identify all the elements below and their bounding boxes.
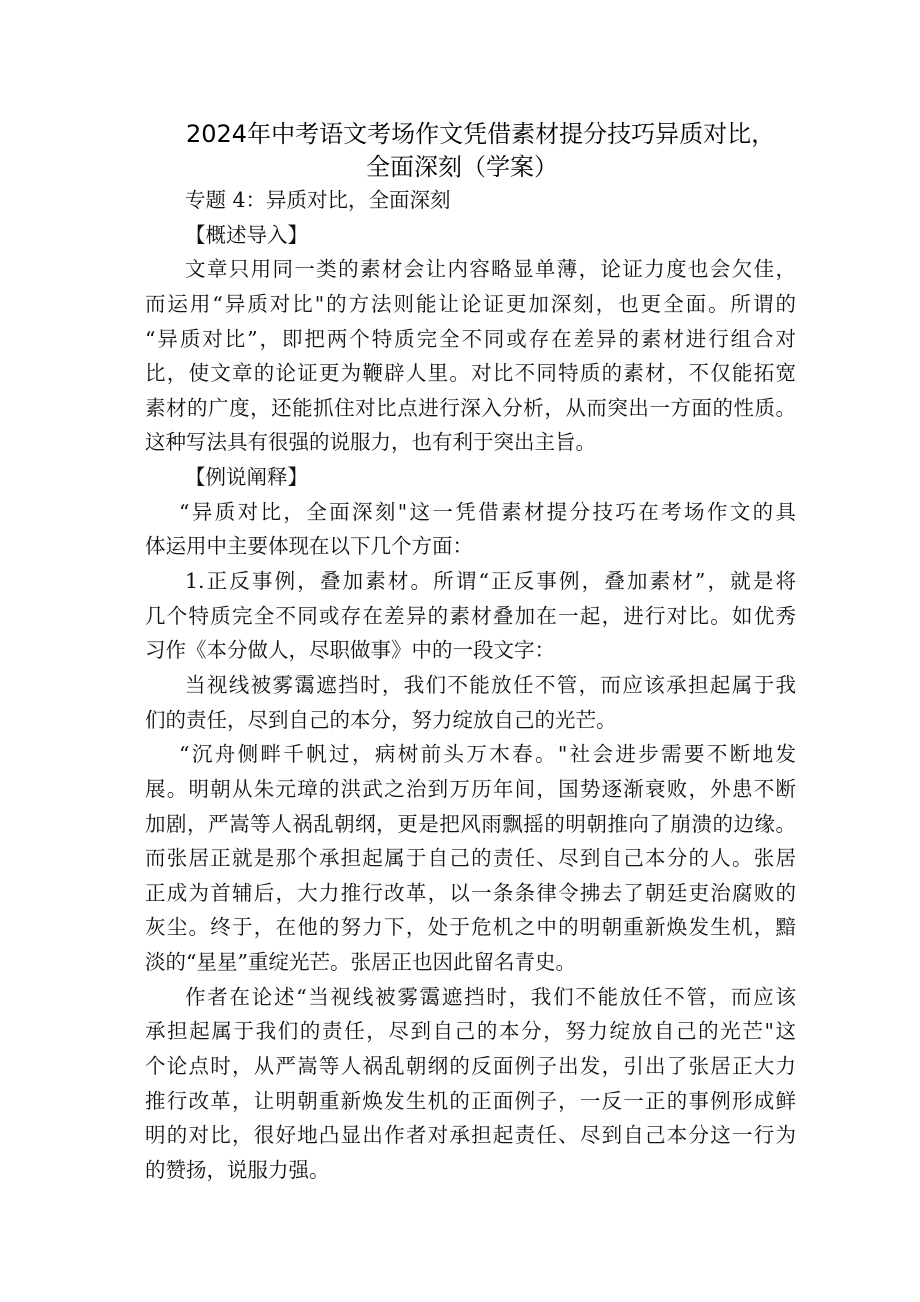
text-line: “异质对比，全面深刻"这一凭借素材提分技巧在考场作文的具	[179, 499, 796, 524]
text-line: 淡的“星星”重绽光芒。张居正也因此留名青史。	[145, 950, 576, 975]
text-line: 1.正反事例，叠加素材。所谓“正反事例，叠加素材”，就是将	[185, 569, 796, 594]
text-line: 这种写法具有很强的说服力，也有利于突出主旨。	[145, 430, 596, 455]
text-line: 专题 4：异质对比，全面深刻	[185, 188, 451, 212]
text-line: 灰尘。终于，在他的努力下，处于危机之中的明朝重新焕发生机，黯	[145, 915, 796, 940]
text-line: 的赞扬，说服力强。	[145, 1157, 330, 1182]
text-line: 【概述导入】	[185, 222, 308, 247]
document-body	[145, 183, 796, 1188]
text-line: 素材的广度，还能抓住对比点进行深入分析，从而突出一方面的性质。	[145, 395, 796, 420]
text-line: 展。明朝从朱元璋的洪武之治到万历年间，国势逐渐衰败，外患不断	[145, 776, 796, 801]
text-line: 当视线被雾霭遮挡时，我们不能放任不管，而应该承担起属于我	[185, 672, 796, 697]
document-title-line-1: 2024年中考语文考场作文凭借素材提分技巧异质对比，	[186, 120, 776, 148]
text-line: 正成为首辅后，大力推行改革，以一条条律令拂去了朝廷吏治腐败的	[145, 880, 796, 905]
text-line: 加剧，严嵩等人祸乱朝纲，更是把风雨飘摇的明朝推向了崩溃的边缘。	[145, 811, 796, 836]
text-line: 而张居正就是那个承担起属于自己的责任、尽到自己本分的人。张居	[145, 846, 796, 871]
text-line: 比，使文章的论证更为鞭辟人里。对比不同特质的素材，不仅能拓宽	[145, 361, 796, 386]
text-line: 推行改革，让明朝重新焕发生机的正面例子，一反一正的事例形成鲜	[145, 1088, 796, 1113]
text-line: 习作《本分做人，尽职做事》中的一段文字：	[145, 638, 555, 663]
text-line: 们的责任，尽到自己的本分，努力绽放自己的光芒。	[145, 707, 617, 732]
text-line: “异质对比”，即把两个特质完全不同或存在差异的素材进行组合对	[145, 326, 796, 351]
text-line: 个论点时，从严嵩等人祸乱朝纲的反面例子出发，引出了张居正大力	[145, 1054, 796, 1079]
text-line: 体运用中主要体现在以下几个方面：	[145, 534, 473, 559]
text-line: 明的对比，很好地凸显出作者对承担起责任、尽到自己本分这一行为	[145, 1123, 796, 1148]
text-line: 承担起属于我们的责任，尽到自己的本分，努力绽放自己的光芒"这	[145, 1019, 796, 1044]
text-line: 而运用“异质对比"的方法则能让论证更加深刻，也更全面。所谓的	[145, 291, 796, 316]
document-title-line-2: 全面深刻（学案）	[366, 153, 558, 181]
text-line: 文章只用同一类的素材会让内容略显单薄，论证力度也会欠佳，	[185, 257, 796, 282]
text-line: “沉舟侧畔千帆过，病树前头万木春。"社会进步需要不断地发	[179, 742, 796, 767]
text-line: 【例说阐释】	[185, 465, 308, 490]
text-line: 作者在论述“当视线被雾霭遮挡时，我们不能放任不管，而应该	[185, 984, 796, 1009]
text-line: 几个特质完全不同或存在差异的素材叠加在一起，进行对比。如优秀	[145, 603, 796, 628]
